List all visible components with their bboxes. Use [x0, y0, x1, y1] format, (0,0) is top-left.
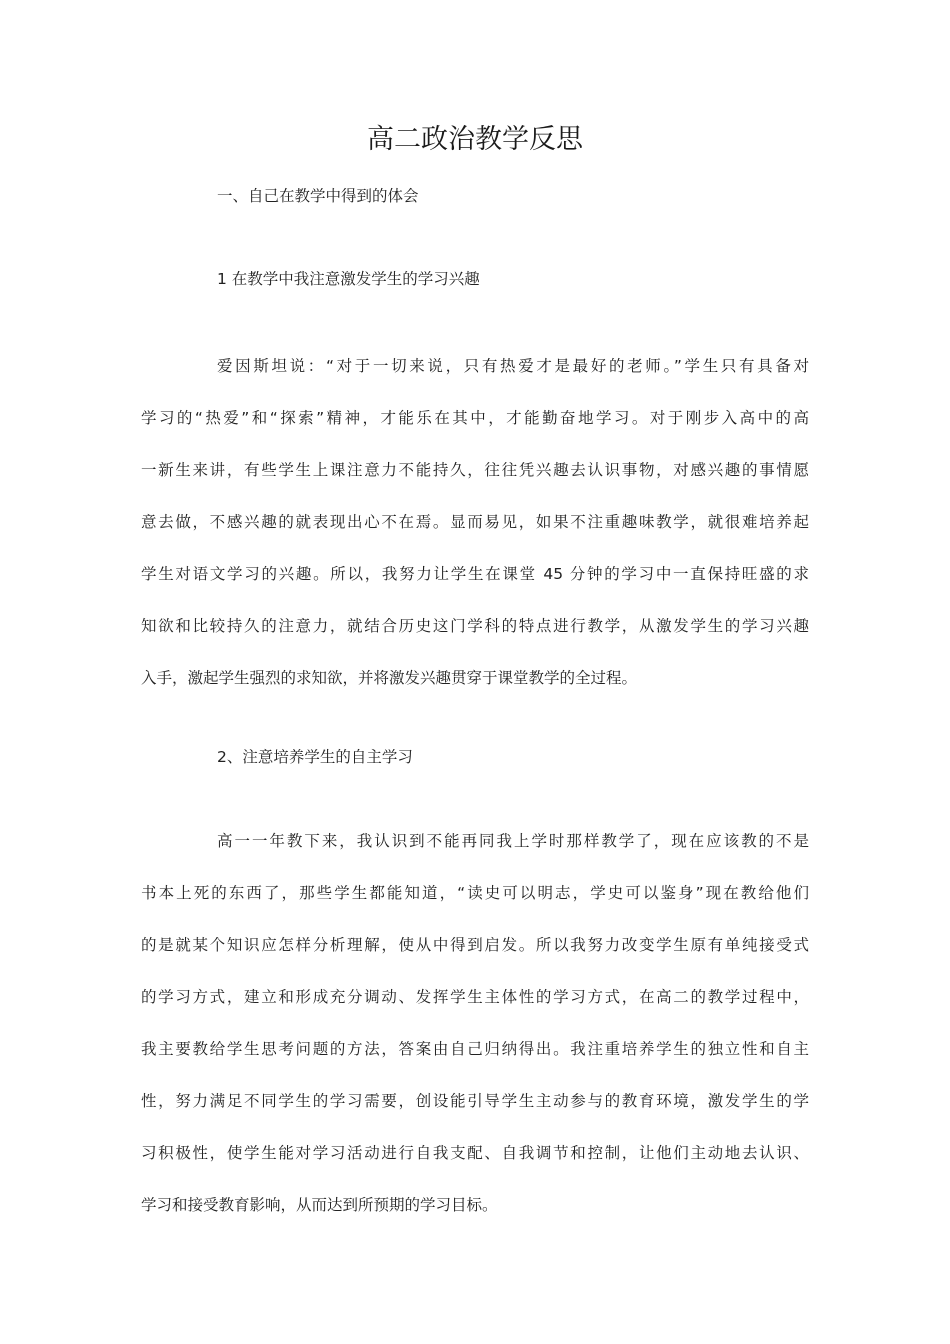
paragraph-line: 知欲和比较持久的注意力，就结合历史这门学科的特点进行教学，从激发学生的学习兴趣 — [141, 617, 809, 635]
paragraph-line: 学习的“热爱”和“探索”精神，才能乐在其中，才能勤奋地学习。对于刚步入高中的高 — [141, 409, 809, 427]
paragraph-line: 性，努力满足不同学生的学习需要，创设能引导学生主动参与的教育环境，激发学生的学 — [141, 1092, 809, 1110]
paragraph-line: 的学习方式，建立和形成充分调动、发挥学生主体性的学习方式，在高二的教学过程中， — [141, 988, 809, 1006]
document-title: 高二政治教学反思 — [367, 124, 583, 155]
paragraph-line: 入手，激起学生强烈的求知欲，并将激发兴趣贯穿于课堂教学的全过程。 — [141, 669, 638, 687]
paragraph-line: 学习和接受教育影响，从而达到所预期的学习目标。 — [141, 1196, 498, 1214]
paragraph-line: 高一一年教下来，我认识到不能再同我上学时那样教学了，现在应该教的不是 — [217, 832, 809, 850]
paragraph-1 — [141, 353, 809, 717]
paragraph-line: 意去做，不感兴趣的就表现出心不在焉。显而易见，如果不注重趣味教学，就很难培养起 — [141, 513, 809, 531]
paragraph-2 — [141, 828, 809, 1244]
paragraph-line: 习积极性，使学生能对学习活动进行自我支配、自我调节和控制，让他们主动地去认识、 — [141, 1144, 809, 1162]
paragraph-line: 我主要教给学生思考问题的方法，答案由自己归纳得出。我注重培养学生的独立性和自主 — [141, 1040, 809, 1058]
paragraph-line: 书本上死的东西了，那些学生都能知道，“读史可以明志，学史可以鉴身”现在教给他们 — [141, 884, 809, 902]
paragraph-line: 爱因斯坦说：“对于一切来说，只有热爱才是最好的老师。”学生只有具备对 — [217, 357, 809, 375]
paragraph-line: 学生对语文学习的兴趣。所以，我努力让学生在课堂 45 分钟的学习中一直保持旺盛的求 — [141, 565, 809, 583]
subsection-heading-1: 1 在教学中我注意激发学生的学习兴趣 — [217, 270, 480, 288]
section-heading: 一、自己在教学中得到的体会 — [217, 187, 419, 205]
paragraph-line: 的是就某个知识应怎样分析理解，使从中得到启发。所以我努力改变学生原有单纯接受式 — [141, 936, 809, 954]
subsection-heading-2: 2、注意培养学生的自主学习 — [217, 748, 413, 766]
paragraph-line: 一新生来讲，有些学生上课注意力不能持久，往往凭兴趣去认识事物，对感兴趣的事情愿 — [141, 461, 809, 479]
